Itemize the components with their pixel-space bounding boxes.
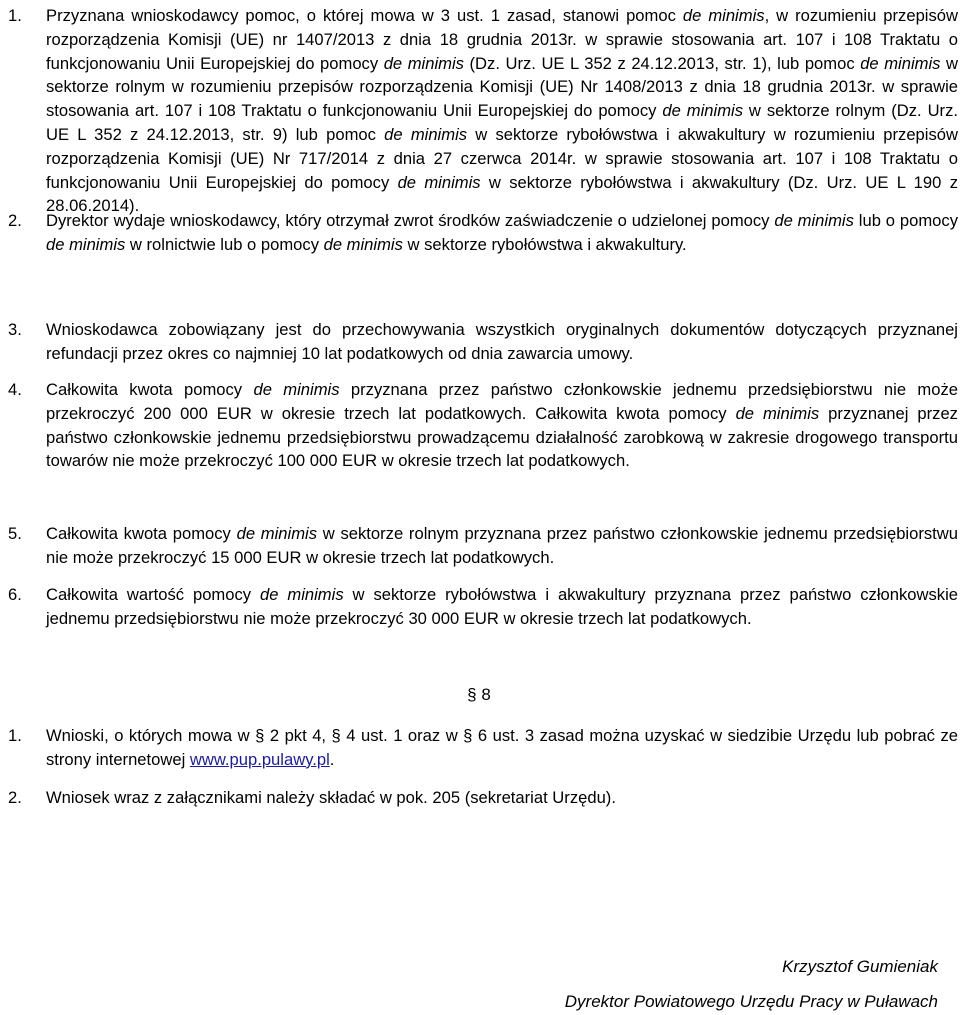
text-run: w sektorze rybołówstwa i akwakultury w rozumieniu przepisów rozporządzenia Komisji (UE) Nr 717/2014 z dnia 27 czerwca 2014r. w sprawie stosowania art. 107 i 108 Traktatu o funkcjonowaniu Unii Europejskiej do pomocy	[46, 124, 958, 192]
item-number: 6.	[8, 585, 22, 604]
paragraph-item	[0, 583, 958, 631]
italic-term: de minimis	[735, 403, 820, 423]
italic-term: de minimis	[323, 234, 403, 254]
text-run: Wnioskodawca zobowiązany jest do przechowywania wszystkich oryginalnych dokumentów dotyczących przyznanej refundacji przez okres co najmniej 10 lat podatkowych od dnia zawarcia umowy.	[46, 320, 958, 363]
italic-term: de minimis	[384, 124, 468, 144]
paragraph-item	[0, 318, 958, 366]
text-run: , w rozumieniu przepisów rozporządzenia Komisji (UE) nr 1407/2013 z dnia 18 grudnia 2013r. w sprawie stosowania art. 107 i 108 Traktatu o funkcjonowaniu Unii Europejskiej do pomocy	[46, 6, 958, 73]
italic-term: de minimis	[662, 101, 743, 121]
text-run: przyznanej przez państwo członkowskie jednemu przedsiębiorstwu prowadzącemu działalność zarobkową w zakresie drogowego transportu towarów nie może przekroczyć 100 000 EUR w okresie trzech lat podatkowych.	[46, 403, 958, 471]
italic-term: de minimis	[383, 53, 464, 73]
italic-term: de minimis	[397, 172, 481, 192]
paragraph-item	[0, 209, 958, 257]
text-run: w sektorze rybołówstwa i akwakultury (Dz. Urz. UE L 190 z 28.06.2014).	[46, 172, 958, 216]
paragraph-item	[0, 522, 958, 570]
text-run: w sektorze rybołówstwa i akwakultury przyznana przez państwo członkowskie jednemu przedsiębiorstwu nie może przekroczyć 30 000 EUR w okresie trzech lat podatkowych.	[46, 585, 958, 628]
italic-term: de minimis	[682, 6, 765, 25]
item-text	[46, 318, 958, 366]
signature-title: Dyrektor Powiatowego Urzędu Pracy w Puławach	[564, 992, 938, 1011]
text-run: Przyznana wnioskodawcy pomoc, o której mowa w 3 ust. 1 zasad, stanowi pomoc	[46, 6, 683, 25]
text-run: Całkowita kwota pomocy	[46, 380, 254, 399]
item-number: 3.	[8, 320, 22, 339]
item-number: 4.	[8, 380, 22, 399]
text-run: (Dz. Urz. UE L 352 z 24.12.2013, str. 1), lub pomoc	[463, 53, 861, 73]
item-number: 5.	[8, 524, 22, 543]
item-number: 1.	[8, 6, 22, 25]
paragraph-item	[0, 378, 958, 473]
italic-term: de minimis	[253, 380, 340, 399]
text-run: w sektorze rolnym w rozumieniu przepisów rozporządzenia Komisji (UE) Nr 1408/2013 z dnia 18 grudnia 2013r. w sprawie stosowania art. 107 i 108 Traktatu o funkcjonowaniu Unii Europejskiej do pomocy	[46, 53, 958, 121]
text-run: przyznana przez państwo członkowskie jednemu przedsiębiorstwu nie może przekroczyć 200 000 EUR w okresie trzech lat podatkowych. Całkowita kwota pomocy	[46, 380, 958, 423]
paragraph-item	[0, 724, 958, 772]
italic-term: de minimis	[260, 585, 344, 604]
item-text	[46, 209, 958, 257]
text-run: .	[329, 749, 335, 769]
italic-term: de minimis	[236, 524, 318, 543]
paragraph-item	[0, 4, 958, 218]
text-run: Dyrektor wydaje wnioskodawcy, który otrzymał zwrot środków zaświadczenie o udzielonej pomocy	[46, 211, 775, 230]
text-run: lub o pomocy	[853, 211, 958, 230]
text-run: w sektorze rolnym przyznana przez państwo członkowskie jednemu przedsiębiorstwu nie może przekroczyć 15 000 EUR w okresie trzech lat podatkowych.	[46, 524, 958, 567]
item-number: 1.	[8, 726, 22, 745]
website-link[interactable]: www.pup.pulawy.pl	[189, 749, 330, 769]
text-run: Wnioski, o których mowa w § 2 pkt 4, § 4 ust. 1 oraz w § 6 ust. 3 zasad można uzyskać w siedzibie Urzędu lub pobrać ze strony internetowej	[46, 726, 958, 769]
item-text	[46, 583, 958, 631]
text-run: w rolnictwie lub o pomocy	[125, 234, 324, 254]
item-text	[46, 724, 958, 772]
paragraph-item	[0, 786, 958, 810]
text-run: Całkowita kwota pomocy	[46, 524, 237, 543]
signature-name: Krzysztof Gumieniak	[782, 957, 938, 976]
text-run: w sektorze rybołówstwa i akwakultury.	[402, 234, 687, 254]
text-run: Całkowita wartość pomocy	[46, 585, 260, 604]
item-text	[46, 378, 958, 473]
item-number: 2.	[8, 211, 22, 230]
text-run: w sektorze rolnym (Dz. Urz. UE L 352 z 24.12.2013, str. 9) lub pomoc	[46, 101, 958, 144]
text-run: Wniosek wraz z załącznikami należy składać w pok. 205 (sekretariat Urzędu).	[46, 788, 616, 807]
item-text	[46, 786, 958, 810]
italic-term: de minimis	[774, 211, 854, 230]
italic-term: de minimis	[46, 234, 126, 254]
item-text	[46, 4, 958, 218]
italic-term: de minimis	[860, 53, 941, 73]
item-text	[46, 522, 958, 570]
item-number: 2.	[8, 788, 22, 807]
section-heading: § 8	[467, 685, 491, 704]
